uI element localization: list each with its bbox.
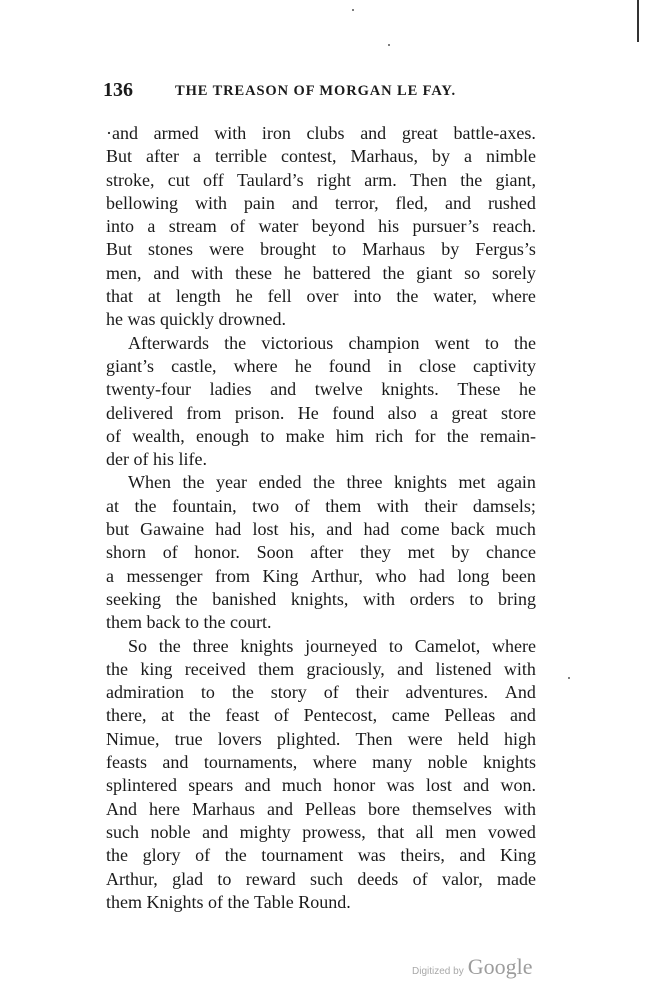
text-line: the glory of the tournament was theirs, and King bbox=[106, 845, 536, 866]
text-line: Arthur, glad to reward such deeds of valor, made bbox=[106, 868, 536, 889]
text-line: splintered spears and much honor was lost and won. bbox=[106, 775, 536, 796]
text-line: but Gawaine had lost his, and had come back much bbox=[106, 519, 536, 540]
text-line: Nimue, true lovers plighted. Then were held high bbox=[106, 728, 536, 749]
text-line: admiration to the story of their adventures. And bbox=[106, 682, 536, 703]
scan-speck bbox=[352, 9, 354, 11]
text-line: But stones were brought to Marhaus by Fergus’s bbox=[106, 239, 536, 260]
text-line: delivered from prison. He found also a great store bbox=[106, 402, 536, 423]
text-line: them Knights of the Table Round. bbox=[106, 891, 351, 912]
digitized-watermark bbox=[412, 954, 532, 980]
text-line: of wealth, enough to make him rich for the remain- bbox=[106, 425, 536, 446]
text-line: men, and with these he battered the giant so sorely bbox=[106, 262, 536, 283]
text-line: into a stream of water beyond his pursuer’s reach. bbox=[106, 216, 536, 237]
scan-speck bbox=[388, 44, 390, 46]
text-line: a messenger from King Arthur, who had long been bbox=[106, 565, 536, 586]
text-line: giant’s castle, where he found in close captivity bbox=[106, 355, 536, 376]
running-head: THE TREASON OF MORGAN LE FAY. bbox=[175, 83, 456, 99]
text-line: at the fountain, two of them with their damsels; bbox=[106, 495, 536, 516]
scan-edge-mark bbox=[637, 0, 639, 42]
text-line: And here Marhaus and Pelleas bore themselves with bbox=[106, 798, 536, 819]
text-line: stroke, cut off Taulard’s right arm. Then the giant, bbox=[106, 169, 536, 190]
text-line: bellowing with pain and terror, fled, and rushed bbox=[106, 192, 536, 213]
text-line: shorn of honor. Soon after they met by chance bbox=[106, 542, 536, 563]
text-line: But after a terrible contest, Marhaus, by a nimble bbox=[106, 146, 536, 167]
page-number: 136 bbox=[103, 79, 133, 101]
text-line: he was quickly drowned. bbox=[106, 309, 286, 330]
scan-speck bbox=[568, 677, 570, 679]
text-line: When the year ended the three knights met again bbox=[128, 472, 536, 493]
text-line: twenty-four ladies and twelve knights. These he bbox=[106, 379, 536, 400]
text-line: Afterwards the victorious champion went to the bbox=[128, 332, 536, 353]
text-line: So the three knights journeyed to Camelot, where bbox=[128, 635, 536, 656]
text-line: such noble and mighty prowess, that all men vowed bbox=[106, 821, 536, 842]
text-line: ·and armed with iron clubs and great battle-axes. bbox=[106, 123, 536, 143]
text-line: the king received them graciously, and listened with bbox=[106, 658, 536, 679]
text-line: der of his life. bbox=[106, 449, 207, 470]
page-body bbox=[106, 122, 536, 914]
text-line: seeking the banished knights, with orders to bring bbox=[106, 588, 536, 609]
text-line: there, at the feast of Pentecost, came Pelleas and bbox=[106, 705, 536, 726]
text-line: that at length he fell over into the water, where bbox=[106, 286, 536, 307]
page-header bbox=[103, 79, 543, 105]
digitized-by-label: Digitized by bbox=[412, 966, 464, 977]
text-line: them back to the court. bbox=[106, 612, 272, 633]
text-line: feasts and tournaments, where many noble knights bbox=[106, 752, 536, 773]
google-logo: Google bbox=[467, 954, 533, 979]
